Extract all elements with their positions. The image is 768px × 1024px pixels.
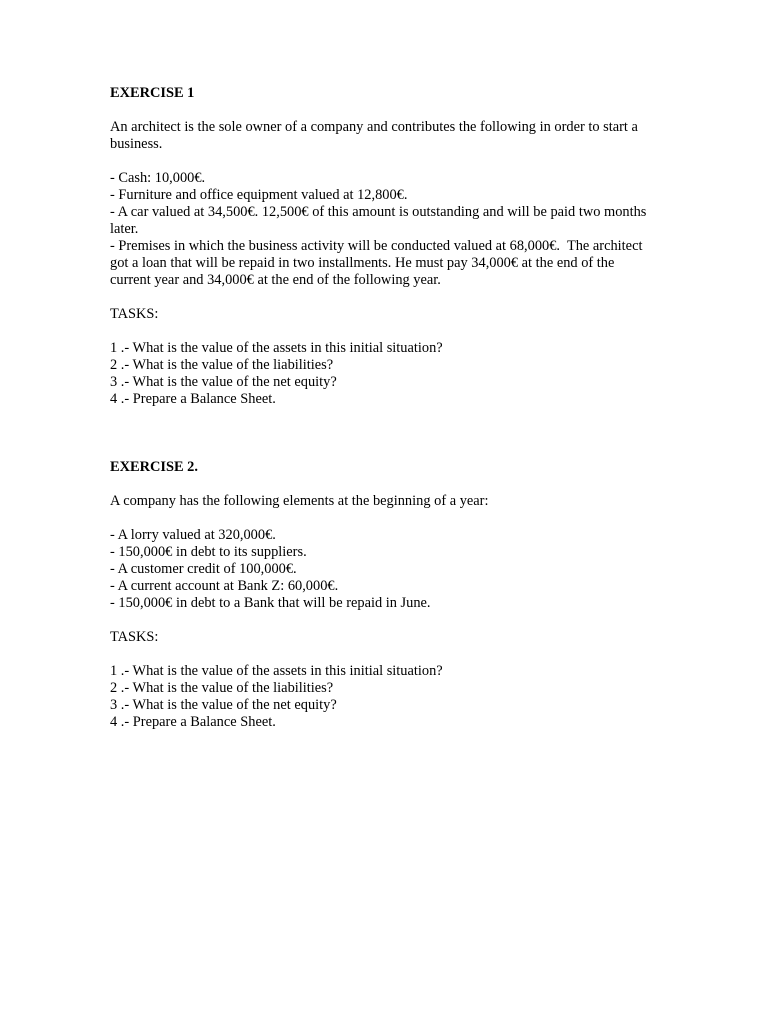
exercise-1-intro: An architect is the sole owner of a company and contributes the following in order to start a business. xyxy=(110,119,638,152)
exercise-1-task: 2 .- What is the value of the liabilities? xyxy=(110,357,334,373)
spacer xyxy=(110,323,658,340)
exercise-2-item: - A lorry valued at 320,000€. xyxy=(110,527,276,543)
spacer xyxy=(110,153,658,170)
exercise-1 xyxy=(110,85,658,408)
exercise-1-items xyxy=(110,170,658,289)
exercise-2-intro: A company has the following elements at the beginning of a year: xyxy=(110,493,489,509)
exercise-2-title: EXERCISE 2. xyxy=(110,459,198,475)
exercise-1-task: 1 .- What is the value of the assets in this initial situation? xyxy=(110,340,443,356)
section-spacer xyxy=(110,408,658,459)
exercise-2-tasks xyxy=(110,663,658,731)
spacer xyxy=(110,476,658,493)
exercise-1-item: - Cash: 10,000€. xyxy=(110,170,206,186)
exercise-2-item: - 150,000€ in debt to its suppliers. xyxy=(110,544,307,560)
spacer xyxy=(110,289,658,306)
spacer xyxy=(110,612,658,629)
spacer xyxy=(110,646,658,663)
exercise-2-item: - 150,000€ in debt to a Bank that will be repaid in June. xyxy=(110,595,431,611)
exercise-1-tasks-label: TASKS: xyxy=(110,306,159,322)
document-page xyxy=(110,85,658,731)
exercise-1-item: - Premises in which the business activity will be conducted valued at 68,000€. The architect got a loan that will be repaid in two installments. He must pay 34,000€ at the end of the current year and 34,000€ at the end of the following year. xyxy=(110,238,647,288)
spacer xyxy=(110,102,658,119)
exercise-2-task: 3 .- What is the value of the net equity? xyxy=(110,697,337,713)
exercise-1-task: 3 .- What is the value of the net equity? xyxy=(110,374,337,390)
exercise-2-item: - A current account at Bank Z: 60,000€. xyxy=(110,578,339,594)
exercise-1-item: - Furniture and office equipment valued at 12,800€. xyxy=(110,187,408,203)
exercise-2-item: - A customer credit of 100,000€. xyxy=(110,561,297,577)
exercise-2-items xyxy=(110,527,658,612)
exercise-2-task: 4 .- Prepare a Balance Sheet. xyxy=(110,714,276,730)
exercise-1-tasks xyxy=(110,340,658,408)
exercise-2-tasks-label: TASKS: xyxy=(110,629,159,645)
spacer xyxy=(110,510,658,527)
exercise-2-task: 1 .- What is the value of the assets in this initial situation? xyxy=(110,663,443,679)
exercise-1-title: EXERCISE 1 xyxy=(110,85,195,101)
exercise-2 xyxy=(110,459,658,731)
exercise-1-task: 4 .- Prepare a Balance Sheet. xyxy=(110,391,276,407)
exercise-2-task: 2 .- What is the value of the liabilities? xyxy=(110,680,334,696)
exercise-1-item: - A car valued at 34,500€. 12,500€ of this amount is outstanding and will be paid two months later. xyxy=(110,204,650,237)
